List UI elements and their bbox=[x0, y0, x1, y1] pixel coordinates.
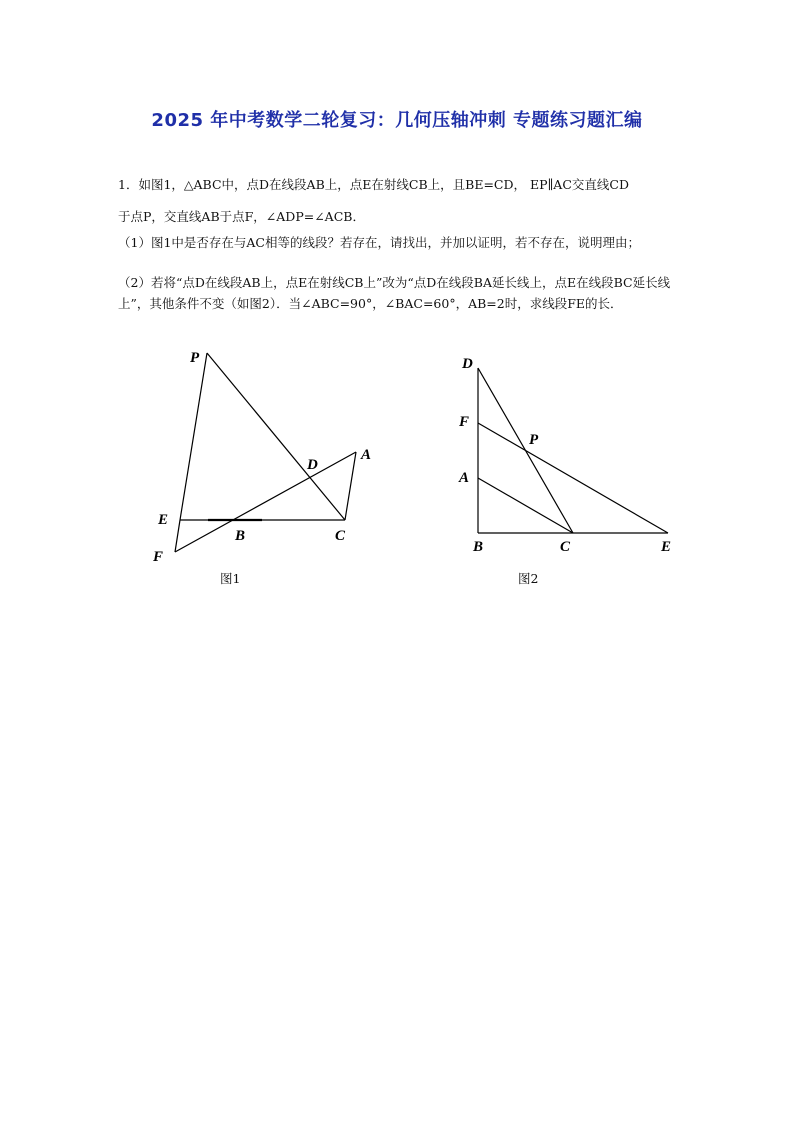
label-A: A bbox=[361, 447, 372, 463]
label-D: D bbox=[307, 457, 318, 473]
label-P: P bbox=[529, 432, 539, 448]
segment-EF bbox=[175, 520, 180, 552]
figure-1-caption: 图1 bbox=[220, 571, 241, 586]
segment-PE bbox=[180, 353, 207, 520]
label-F: F bbox=[459, 414, 470, 430]
figure-2 bbox=[450, 350, 690, 565]
label-B: B bbox=[473, 539, 484, 555]
segment-AC bbox=[345, 452, 356, 520]
label-A: A bbox=[459, 470, 470, 486]
question-part-2: （2）若将“点D在线段AB上，点E在射线CB上”改为“点D在线段BA延长线上，点E在线段BC延长线上”，其他条件不变（如图2）．当∠ABC=90°，∠BAC=60°，AB=2时，求线段FE的长． bbox=[118, 275, 671, 311]
question-line-1: 1．如图1，△ABC中，点D在线段AB上，点E在射线CB上，且BE=CD， EP∥AC交直线CD bbox=[118, 177, 629, 192]
label-P: P bbox=[190, 350, 200, 366]
label-D: D bbox=[462, 356, 473, 372]
label-E: E bbox=[661, 539, 672, 555]
figure-2-caption: 图2 bbox=[518, 571, 539, 586]
label-C: C bbox=[335, 528, 346, 544]
label-F: F bbox=[153, 549, 164, 565]
label-E: E bbox=[158, 512, 169, 528]
question-part-1: （1）图1中是否存在与AC相等的线段？若存在，请找出，并加以证明，若不存在，说明理由； bbox=[118, 235, 640, 250]
label-C: C bbox=[560, 539, 571, 555]
segment-PC bbox=[207, 353, 345, 520]
segment-AC bbox=[478, 478, 573, 533]
segment-FA bbox=[175, 452, 356, 552]
page-title: 2025 年中考数学二轮复习：几何压轴冲刺 专题练习题汇编 bbox=[151, 110, 643, 131]
segment-FE bbox=[478, 423, 668, 533]
question-line-2: 于点P，交直线AB于点F，∠ADP=∠ACB． bbox=[118, 209, 365, 224]
label-B: B bbox=[235, 528, 246, 544]
figure-1 bbox=[140, 340, 390, 580]
